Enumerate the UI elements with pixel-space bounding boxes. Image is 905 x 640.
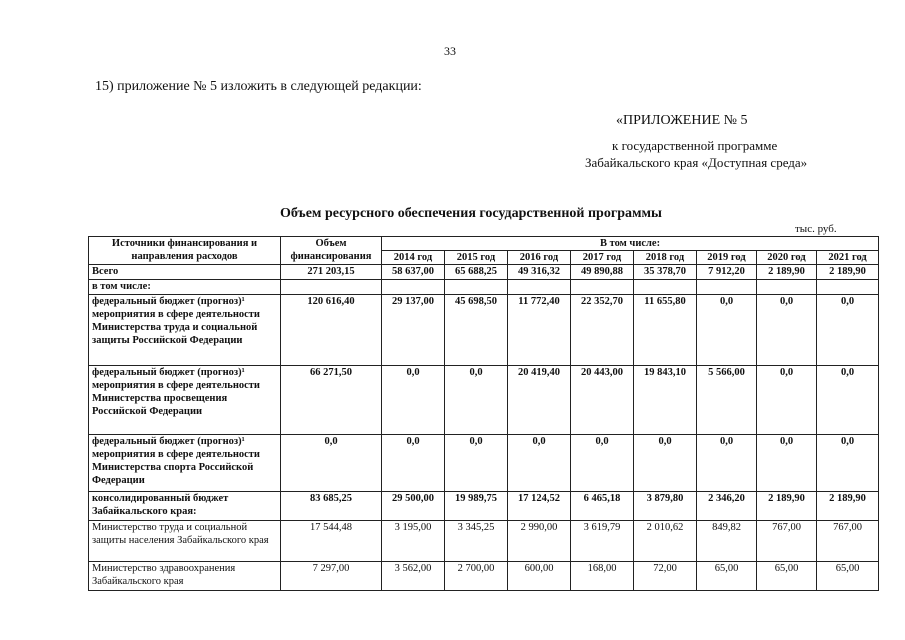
cell-value: 3 195,00 — [382, 521, 445, 562]
cell-value: 19 989,75 — [445, 492, 508, 521]
header-including: В том числе: — [382, 237, 879, 251]
cell-value: 2 990,00 — [508, 521, 571, 562]
appendix-line-1: к государственной программе — [612, 138, 778, 153]
cell-value: 65,00 — [817, 562, 879, 591]
cell-value: 3 879,80 — [634, 492, 697, 521]
header-year: 2015 год — [445, 251, 508, 265]
cell-value: 19 843,10 — [634, 366, 697, 435]
cell-volume: 120 616,40 — [281, 295, 382, 366]
cell-value: 20 443,00 — [571, 366, 634, 435]
cell-value: 20 419,40 — [508, 366, 571, 435]
table-row-including — [89, 280, 879, 295]
header-year: 2021 год — [817, 251, 879, 265]
cell-value: 5 566,00 — [697, 366, 757, 435]
cell-value: 767,00 — [757, 521, 817, 562]
cell-value: 7 912,20 — [697, 265, 757, 280]
header-year: 2018 год — [634, 251, 697, 265]
cell-value: 0,0 — [382, 435, 445, 492]
table-row-ministry-labor — [89, 521, 879, 562]
cell-value: 0,0 — [445, 366, 508, 435]
cell-value: 2 189,90 — [817, 492, 879, 521]
resource-table — [88, 236, 879, 591]
cell-value: 3 345,25 — [445, 521, 508, 562]
cell-value: 0,0 — [382, 366, 445, 435]
header-year: 2019 год — [697, 251, 757, 265]
cell-volume: 7 297,00 — [281, 562, 382, 591]
cell-value: 0,0 — [634, 435, 697, 492]
table-row-ministry-health — [89, 562, 879, 591]
cell-value: 0,0 — [757, 366, 817, 435]
cell-value: 0,0 — [757, 435, 817, 492]
row-label: федеральный бюджет (прогноз)¹ мероприятия в сфере деятельности Министерства просвещения Российской Федерации — [89, 366, 281, 435]
row-label: федеральный бюджет (прогноз)¹ мероприятия в сфере деятельности Министерства спорта Российской Федерации — [89, 435, 281, 492]
cell-value: 0,0 — [817, 366, 879, 435]
row-label: Министерство труда и социальной защиты населения Забайкальского края — [89, 521, 281, 562]
cell-value: 2 346,20 — [697, 492, 757, 521]
table-row-federal-education — [89, 366, 879, 435]
header-row-1 — [89, 237, 879, 251]
cell-value: 29 137,00 — [382, 295, 445, 366]
cell-value: 35 378,70 — [634, 265, 697, 280]
table-title: Объем ресурсного обеспечения государственной программы — [280, 206, 662, 221]
cell-volume: 271 203,15 — [281, 265, 382, 280]
appendix-title: «ПРИЛОЖЕНИЕ № 5 — [616, 113, 748, 128]
table-row-federal-sport — [89, 435, 879, 492]
header-year: 2014 год — [382, 251, 445, 265]
row-label: федеральный бюджет (прогноз)¹ мероприятия в сфере деятельности Министерства труда и социальной защиты Российской Федерации — [89, 295, 281, 366]
cell-value: 0,0 — [508, 435, 571, 492]
cell-value: 168,00 — [571, 562, 634, 591]
cell-value: 22 352,70 — [571, 295, 634, 366]
cell-value: 767,00 — [817, 521, 879, 562]
row-label: Всего — [89, 265, 281, 280]
cell-value: 72,00 — [634, 562, 697, 591]
cell-value: 29 500,00 — [382, 492, 445, 521]
cell-value: 2 189,90 — [757, 265, 817, 280]
cell-value: 0,0 — [817, 435, 879, 492]
cell-value: 0,0 — [757, 295, 817, 366]
cell-volume: 17 544,48 — [281, 521, 382, 562]
units-label: тыс. руб. — [795, 223, 837, 235]
header-year: 2016 год — [508, 251, 571, 265]
cell-value: 11 655,80 — [634, 295, 697, 366]
cell-value: 0,0 — [817, 295, 879, 366]
cell-value: 2 189,90 — [757, 492, 817, 521]
row-label: в том числе: — [89, 280, 281, 295]
cell-value: 0,0 — [445, 435, 508, 492]
cell-value: 65,00 — [757, 562, 817, 591]
cell-value: 17 124,52 — [508, 492, 571, 521]
cell-volume: 66 271,50 — [281, 366, 382, 435]
cell-value: 58 637,00 — [382, 265, 445, 280]
appendix-line-2: Забайкальского края «Доступная среда» — [585, 155, 808, 170]
cell-value: 65,00 — [697, 562, 757, 591]
header-year: 2020 год — [757, 251, 817, 265]
cell-value: 11 772,40 — [508, 295, 571, 366]
cell-value: 0,0 — [697, 435, 757, 492]
cell-value: 0,0 — [571, 435, 634, 492]
intro-text: 15) приложение № 5 изложить в следующей редакции: — [95, 79, 422, 94]
cell-volume: 0,0 — [281, 435, 382, 492]
cell-volume: 83 685,25 — [281, 492, 382, 521]
table-row-federal-labor — [89, 295, 879, 366]
cell-value: 849,82 — [697, 521, 757, 562]
header-source: Источники финансирования и направления расходов — [89, 237, 281, 265]
cell-value: 6 465,18 — [571, 492, 634, 521]
header-volume: Объем финансирования — [281, 237, 382, 265]
table-row-total — [89, 265, 879, 280]
cell-value: 600,00 — [508, 562, 571, 591]
cell-value: 2 700,00 — [445, 562, 508, 591]
cell-value: 65 688,25 — [445, 265, 508, 280]
cell-value: 2 010,62 — [634, 521, 697, 562]
cell-value: 3 562,00 — [382, 562, 445, 591]
table-row-consolidated — [89, 492, 879, 521]
cell-value: 45 698,50 — [445, 295, 508, 366]
header-year: 2017 год — [571, 251, 634, 265]
cell-value: 49 890,88 — [571, 265, 634, 280]
cell-value: 49 316,32 — [508, 265, 571, 280]
page-number: 33 — [444, 44, 456, 58]
row-label: консолидированный бюджет Забайкальского края: — [89, 492, 281, 521]
row-label: Министерство здравоохранения Забайкальского края — [89, 562, 281, 591]
cell-value: 2 189,90 — [817, 265, 879, 280]
cell-value: 3 619,79 — [571, 521, 634, 562]
cell-value: 0,0 — [697, 295, 757, 366]
